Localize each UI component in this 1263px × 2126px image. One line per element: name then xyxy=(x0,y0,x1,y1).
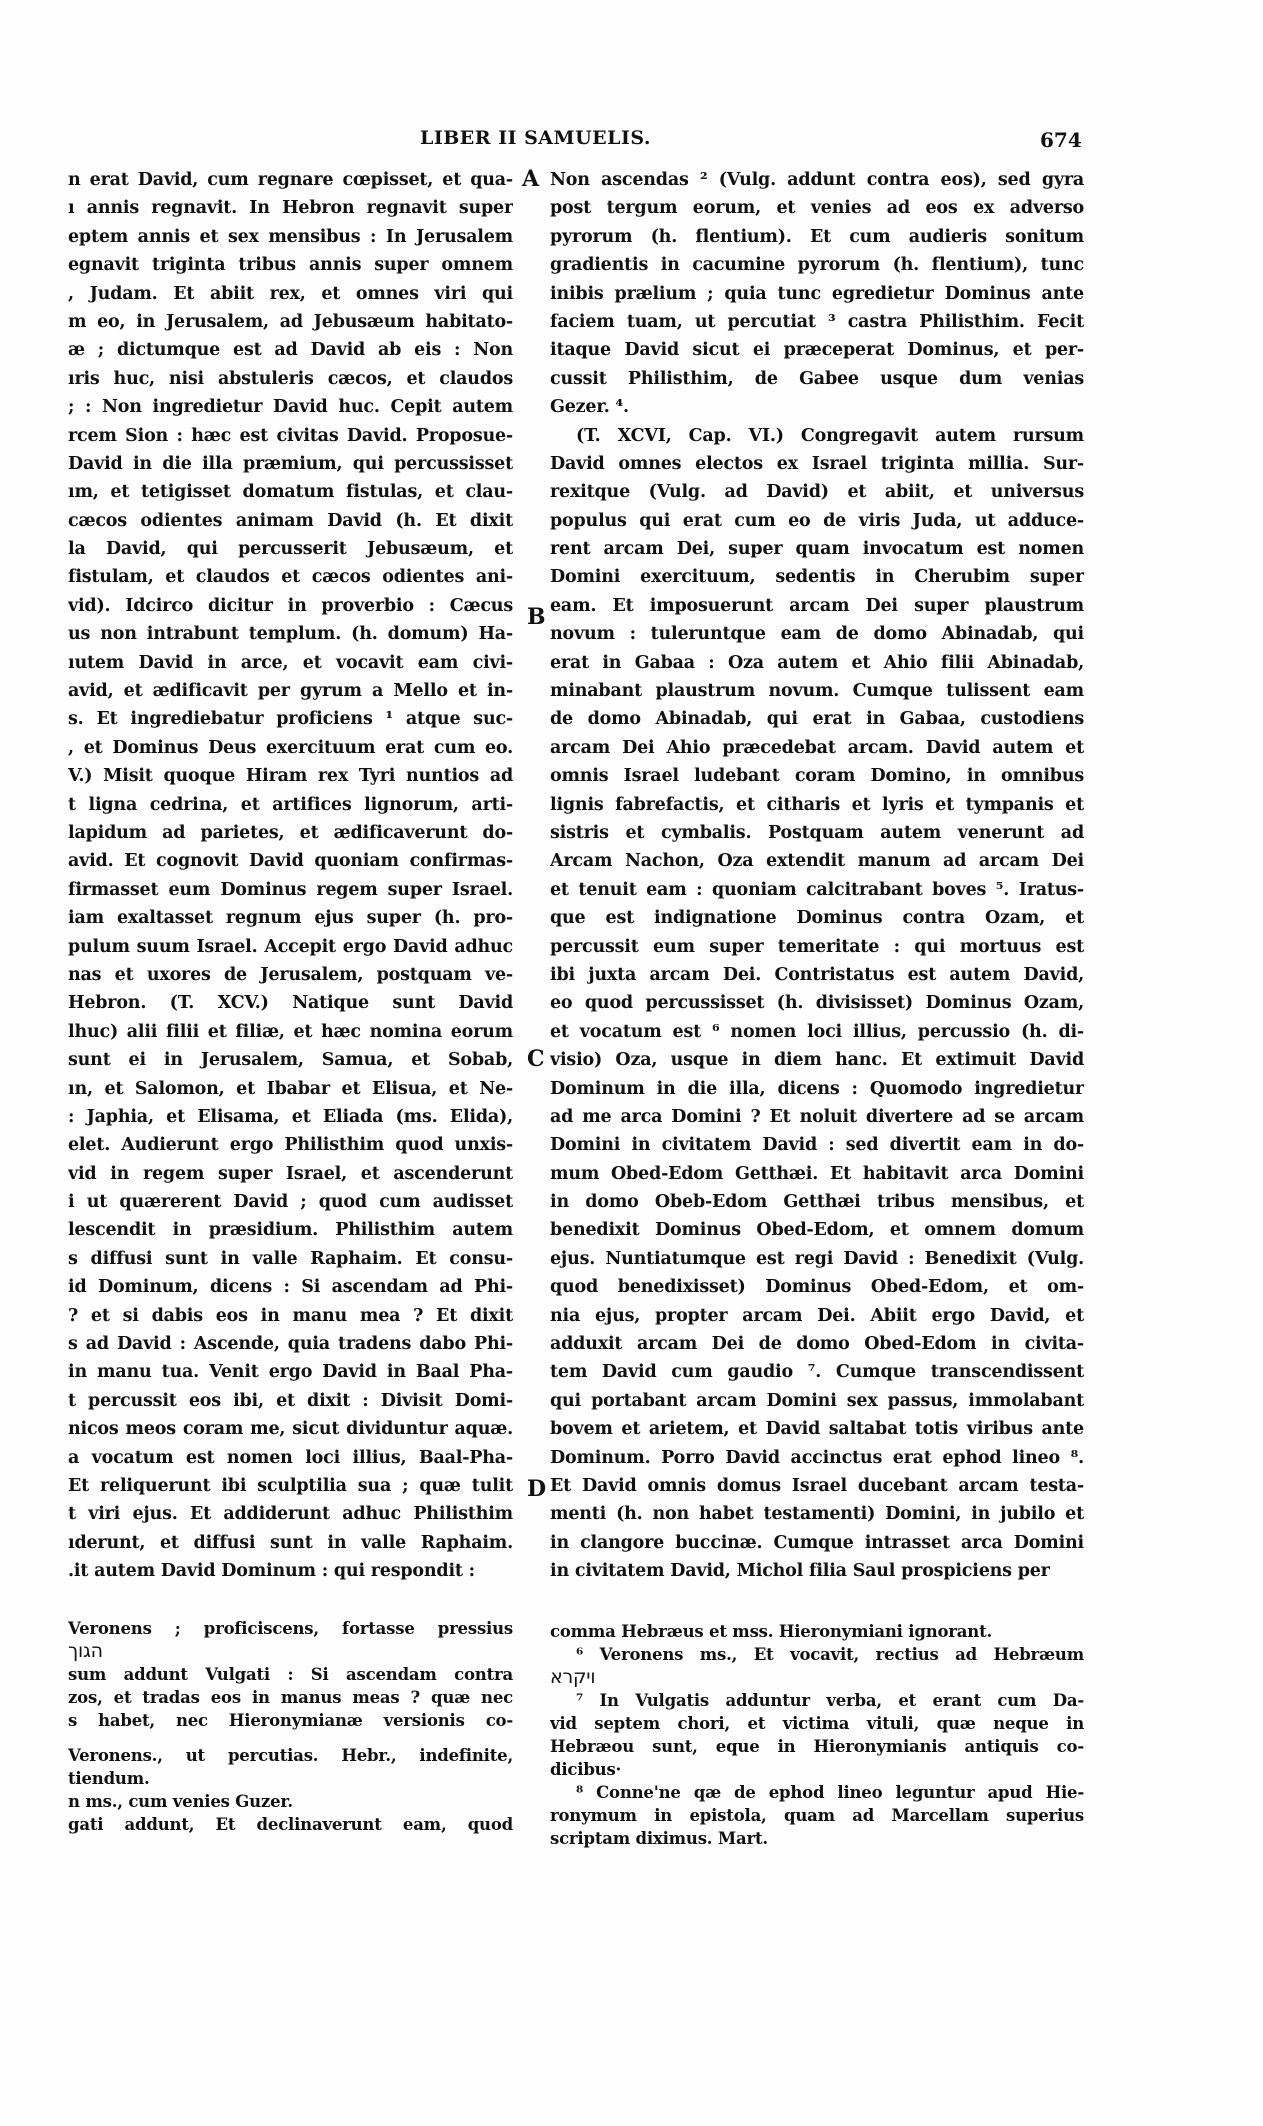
text-line: s. Et ingrediebatur proficiens ¹ atque suc- xyxy=(68,709,513,730)
text-line: menti (h. non habet testamenti) Domini, in jubilo et xyxy=(550,1504,1084,1525)
text-line: (T. XCVI, Cap. VI.) Congregavit autem rursum xyxy=(576,425,1084,446)
text-line: eo quod percussisset (h. divisisset) Dominus Ozam, xyxy=(550,993,1084,1014)
footnote-line: Veronens., ut percutias. Hebr., indefinite, xyxy=(68,1746,513,1765)
text-line: , et Dominus Deus exercituum erat cum eo. xyxy=(68,737,513,758)
text-line: Hebron. (T. XCV.) Natique sunt David xyxy=(68,993,513,1014)
text-line: ? et si dabis eos in manu mea ? Et dixit xyxy=(68,1305,513,1326)
text-line: post tergum eorum, et venies ad eos ex adverso xyxy=(550,198,1084,219)
text-line: visio) Oza, usque in diem hanc. Et extimuit David xyxy=(550,1050,1084,1071)
text-line: avid. Et cognovit David quoniam confirmas- xyxy=(68,851,513,872)
text-line: de domo Abinadab, qui erat in Gabaa, custodiens xyxy=(550,709,1084,730)
text-line: vid in regem super Israel, et ascenderunt xyxy=(68,1163,513,1184)
text-line: faciem tuam, ut percutiat ³ castra Philisthim. Fecit xyxy=(550,311,1084,332)
text-line: s diffusi sunt in valle Raphaim. Et consu- xyxy=(68,1248,513,1269)
text-line: ; : Non ingredietur David huc. Cepit autem xyxy=(68,397,513,418)
text-line: in civitatem David, Michol filia Saul prospiciens per xyxy=(550,1561,1050,1582)
text-line: pyrorum (h. flentium). Et cum audieris sonitum xyxy=(550,226,1084,247)
text-line: minabant plaustrum novum. Cumque tulissent eam xyxy=(550,681,1084,702)
text-line: inibis prælium ; quia tunc egredietur Dominus ante xyxy=(550,283,1084,304)
text-line: ı annis regnavit. In Hebron regnavit super xyxy=(68,198,513,219)
left-column xyxy=(68,166,513,1586)
margin-letter-d: D xyxy=(527,1476,547,1502)
footnote-line: dicibus· xyxy=(550,1760,622,1779)
footnote-line xyxy=(68,1640,513,1663)
text-line: ım, et tetigisset domatum fistulas, et clau- xyxy=(68,482,513,503)
text-line: ın, et Salomon, et Ibabar et Elisua, et Ne- xyxy=(68,1078,513,1099)
text-line: arcam Dei Ahio præcedebat arcam. David autem et xyxy=(550,737,1084,758)
running-head: LIBER II SAMUELIS. xyxy=(420,127,652,149)
footnote-line: ⁶ Veronens ms., Et vocavit, rectius ad Hebræum xyxy=(576,1645,1084,1664)
text-line: .it autem David Dominum : qui respondit : xyxy=(68,1561,475,1582)
text-line: eam. Et imposuerunt arcam Dei super plaustrum xyxy=(550,595,1084,616)
text-line: iam exaltasset regnum ejus super (h. pro- xyxy=(68,908,513,929)
text-line: sistris et cymbalis. Postquam autem venerunt ad xyxy=(550,822,1084,843)
text-line: qui portabant arcam Domini sex passus, immolabant xyxy=(550,1390,1084,1411)
text-line: Et David omnis domus Israel ducebant arcam testa- xyxy=(550,1475,1084,1496)
text-line: in domo Obeb-Edom Getthæi tribus mensibus, et xyxy=(550,1192,1084,1213)
text-line: Domini exercituum, sedentis in Cherubim super xyxy=(550,567,1084,588)
text-line: : Japhia, et Elisama, et Eliada (ms. Elida), xyxy=(68,1106,513,1127)
footnote-line: gati addunt, Et declinaverunt eam, quod xyxy=(68,1815,513,1834)
text-line: V.) Misit quoque Hiram rex Tyri nuntios ad xyxy=(68,766,513,787)
text-line: elet. Audierunt ergo Philisthim quod unxis- xyxy=(68,1135,513,1156)
footnote-line xyxy=(550,1666,1084,1689)
footnote-line: s habet, nec Hieronymianæ versionis co- xyxy=(68,1711,513,1730)
text-line: id Dominum, dicens : Si ascendam ad Phi- xyxy=(68,1277,513,1298)
text-line: fistulam, et claudos et cæcos odientes ani- xyxy=(68,567,513,588)
text-line: tem David cum gaudio ⁷. Cumque transcendissent xyxy=(550,1362,1084,1383)
text-line: bovem et arietem, et David saltabat totis viribus ante xyxy=(550,1419,1084,1440)
text-line: t percussit eos ibi, et dixit : Divisit Domi- xyxy=(68,1390,513,1411)
footnote-line: vid septem chori, et victima vituli, quæ neque in xyxy=(550,1714,1084,1733)
text-line: lescendit in præsidium. Philisthim autem xyxy=(68,1220,513,1241)
text-line: sunt ei in Jerusalem, Samua, et Sobab, xyxy=(68,1050,513,1071)
hebrew-word: ויקרא xyxy=(550,1666,596,1688)
text-line: nas et uxores de Jerusalem, postquam ve- xyxy=(68,964,513,985)
text-line: ıderunt, et diffusi sunt in valle Raphaim. xyxy=(68,1532,513,1553)
text-line: m eo, in Jerusalem, ad Jebusæum habitato- xyxy=(68,311,513,332)
footnote-line: n ms., cum venies Guzer. xyxy=(68,1792,293,1811)
text-line: Dominum. Porro David accinctus erat ephod lineo ⁸. xyxy=(550,1447,1084,1468)
text-line: a vocatum est nomen loci illius, Baal-Pha- xyxy=(68,1447,513,1468)
footnote-line: ⁷ In Vulgatis adduntur verba, et erant cum Da- xyxy=(576,1691,1084,1710)
footnote-line: ⁸ Conne'ne qæ de ephod lineo leguntur apud Hie- xyxy=(576,1783,1084,1802)
text-line: eptem annis et sex mensibus : In Jerusalem xyxy=(68,226,513,247)
text-line: n erat David, cum regnare cœpisset, et qua- xyxy=(68,170,513,190)
text-line: in clangore buccinæ. Cumque intrasset arca Domini xyxy=(550,1532,1084,1553)
text-line: percussit eum super temeritate : qui mortuus est xyxy=(550,936,1084,957)
footnote-line: zos, et tradas eos in manus meas ? quæ nec xyxy=(68,1688,513,1707)
text-line: pulum suum Israel. Accepit ergo David adhuc xyxy=(68,936,513,957)
text-line: ıutem David in arce, et vocavit eam civi- xyxy=(68,652,513,673)
text-line: avid, et ædificavit per gyrum a Mello et in- xyxy=(68,681,513,702)
footnote-line: Veronens ; proficiscens, fortasse pressius xyxy=(68,1619,513,1638)
text-line: rexitque (Vulg. ad David) et abiit, et universus xyxy=(550,482,1084,503)
footnote-line: sum addunt Vulgati : Si ascendam contra xyxy=(68,1665,513,1684)
footnote-line: Hebræou sunt, eque in Hieronymianis antiquis co- xyxy=(550,1737,1084,1756)
margin-letter-a: A xyxy=(522,166,540,192)
text-line: et tenuit eam : quoniam calcitrabant boves ⁵. Iratus- xyxy=(550,879,1084,900)
text-line: itaque David sicut ei præceperat Dominus, et per- xyxy=(550,340,1084,361)
text-line: lhuc) alii filii et filiæ, et hæc nomina eorum xyxy=(68,1021,513,1042)
text-line: Domini in civitatem David : sed divertit eam in do- xyxy=(550,1135,1084,1156)
footnote-line: scriptam diximus. Mart. xyxy=(550,1829,768,1848)
margin-letter-c: C xyxy=(527,1046,545,1072)
text-line: Arcam Nachon, Oza extendit manum ad arcam Dei xyxy=(550,851,1084,872)
text-line: Non ascendas ² (Vulg. addunt contra eos), sed gyra xyxy=(550,170,1084,190)
text-line: adduxit arcam Dei de domo Obed-Edom in civita- xyxy=(550,1334,1084,1355)
text-line: firmasset eum Dominus regem super Israel. xyxy=(68,879,513,900)
footnote-line: tiendum. xyxy=(68,1769,150,1788)
footnote-line: ronymum in epistola, quam ad Marcellam superius xyxy=(550,1806,1084,1825)
page-number: 674 xyxy=(1040,128,1082,152)
text-line: i ut quærerent David ; quod cum audisset xyxy=(68,1192,513,1213)
text-line: et vocatum est ⁶ nomen loci illius, percussio (h. di- xyxy=(550,1021,1084,1042)
text-line: David omnes electos ex Israel triginta millia. Sur- xyxy=(550,453,1084,474)
text-line: gradientis in cacumine pyrorum (h. flentium), tunc xyxy=(550,255,1084,276)
text-line: us non intrabunt templum. (h. domum) Ha- xyxy=(68,624,513,645)
text-line: , Judam. Et abiit rex, et omnes viri qui xyxy=(68,283,513,304)
footnotes-right xyxy=(550,1620,1084,1850)
text-line: ad me arca Domini ? Et noluit divertere ad se arcam xyxy=(550,1106,1084,1127)
text-line: erat in Gabaa : Oza autem et Ahio filii Abinadab, xyxy=(550,652,1084,673)
text-line: in manu tua. Venit ergo David in Baal Pha- xyxy=(68,1362,513,1383)
right-column xyxy=(550,166,1084,1586)
text-line: rent arcam Dei, super quam invocatum est nomen xyxy=(550,539,1084,560)
text-line: la David, qui percusserit Jebusæum, et xyxy=(68,539,513,560)
text-line: vid). Idcirco dicitur in proverbio : Cæcus xyxy=(68,595,513,616)
text-line: egnavit triginta tribus annis super omnem xyxy=(68,255,513,276)
margin-letter-b: B xyxy=(527,604,546,630)
text-line: novum : tuleruntque eam de domo Abinadab, qui xyxy=(550,624,1084,645)
text-line: t ligna cedrina, et artifices lignorum, arti- xyxy=(68,794,513,815)
text-line: æ ; dictumque est ad David ab eis : Non xyxy=(68,340,513,361)
text-line: quod benedixisset) Dominus Obed-Edom, et om- xyxy=(550,1277,1084,1298)
text-line: rcem Sion : hæc est civitas David. Proposue- xyxy=(68,425,513,446)
text-line: Gezer. ⁴. xyxy=(550,397,629,418)
text-line: mum Obed-Edom Getthæi. Et habitavit arca Domini xyxy=(550,1163,1084,1184)
text-line: populus qui erat cum eo de viris Juda, ut adduce- xyxy=(550,510,1084,531)
text-line: que est indignatione Dominus contra Ozam, et xyxy=(550,908,1084,929)
text-line: cussit Philisthim, de Gabee usque dum venias xyxy=(550,368,1084,389)
footnote-line: comma Hebræus et mss. Hieronymiani ignorant. xyxy=(550,1622,993,1641)
text-line: t viri ejus. Et addiderunt adhuc Philisthim xyxy=(68,1504,513,1525)
footnotes-left xyxy=(68,1617,513,1836)
hebrew-word: הגוך xyxy=(68,1640,103,1662)
text-line: benedixit Dominus Obed-Edom, et omnem domum xyxy=(550,1220,1084,1241)
text-line: lapidum ad parietes, et ædificaverunt do- xyxy=(68,822,513,843)
text-line: s ad David : Ascende, quia tradens dabo Phi- xyxy=(68,1334,513,1355)
text-line: David in die illa præmium, qui percussisset xyxy=(68,453,513,474)
text-line: lignis fabrefactis, et citharis et lyris et tympanis et xyxy=(550,794,1084,815)
text-line: cæcos odientes animam David (h. Et dixit xyxy=(68,510,513,531)
footnote-spacer xyxy=(68,1732,513,1744)
text-line: Dominum in die illa, dicens : Quomodo ingredietur xyxy=(550,1078,1084,1099)
text-line: ibi juxta arcam Dei. Contristatus est autem David, xyxy=(550,964,1084,985)
text-line: ıris huc, nisi abstuleris cæcos, et claudos xyxy=(68,368,513,389)
text-line: nicos meos coram me, sicut dividuntur aquæ. xyxy=(68,1419,513,1440)
text-line: ejus. Nuntiatumque est regi David : Benedixit (Vulg. xyxy=(550,1248,1084,1269)
text-line: nia ejus, propter arcam Dei. Abiit ergo David, et xyxy=(550,1305,1084,1326)
text-line: Et reliquerunt ibi sculptilia sua ; quæ tulit xyxy=(68,1475,513,1496)
text-line: omnis Israel ludebant coram Domino, in omnibus xyxy=(550,766,1084,787)
